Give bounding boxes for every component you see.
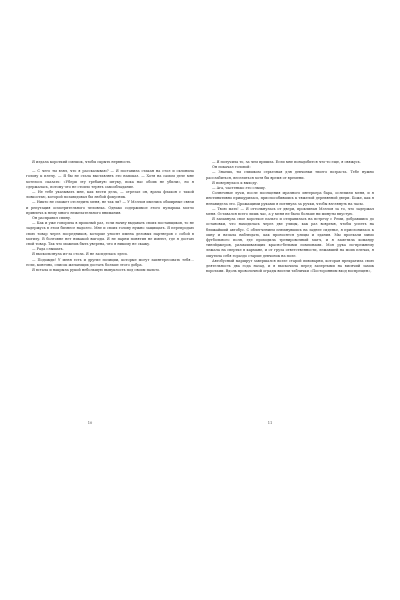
right-page-number: 11	[267, 421, 273, 425]
paragraph: — Не тебе указывать мне, как вести дела, — отрезал он, врача флакон с такой ловкостью, которой позавидовал бы любой фокусник.	[26, 190, 194, 200]
paragraph: Я запахнула свое короткое пальто и отправилась на встречу с Реми, добравшись до остановки, что находилась через две улицы, как раз вовремя, чтобы успеть на ближайший автобус. С облегчением плюхнувшись на заднее сиденье, я прислонилась к окну и начала наблюдать, как проносятся улицы и здания. Мы проехали мимо футбольного поля, где проходила тренировочный матч, и я заметила команду тинэйджеров, размахивающих красно-белыми помпонами. Моя рука по-прежнему лежала на свертке в кармане, и от груза ответственности, лежавшей на моих плечах, я ощутила себя гораздо старше девчонок на поле.	[206, 217, 374, 258]
paragraph: — Твою мать! — Я оттолкнулась от двери, проклиная Мэллоя за то, что задержал меня. Оставался всего лишь час, а у меня не было больше ни минуты впустую.	[206, 206, 374, 217]
right-page	[206, 160, 374, 460]
paragraph: — Подожди! У меня есть и другие позиции, которые могут заинтересовать тебя… если, конечно, список желающих достать больше этого добра.	[26, 257, 194, 267]
paragraph: — Как и уже говорила в прошлый раз, если начну выдавать своих поставщиков, то не задержусь в этом бизнесе надолго. Мне и своих голову нужно защищать. Я перепродаю свою товар через посредников, которые уносят имена деловых партнеров с собой в могилу. В болтовне нет никакой выгоды. Я не парни понятия не имеют, где я достаю свой товар. Так что можешь быть уверена, что я никому не скажу.	[26, 221, 194, 247]
paragraph: — Никто не сможет отследить меня, не так ли? — У Мэллоя имелись обширные связи и репутация осмотрительного человека. Однако содержимое этого пузырька могло привлечь к нему много нежелательного внимания.	[26, 200, 194, 215]
paragraph: Я повернулась к выходу.	[212, 180, 258, 185]
right-page-text	[206, 160, 374, 274]
paragraph: Солнечные лучи, после посещения мрачного интерьера бара, ослепили меня, и я инстинктивно прищурилась, приспособившись к тяжелой деревянной двери. Боже, как я ненавидела это. Дрожащими руками я потянула за ручки, чтобы взглянуть на часы.	[206, 191, 374, 206]
paragraph: Я встала и накрыла рукой небольшую выпуклость под своим пальто.	[32, 268, 161, 273]
paragraph: — Ага, частенько это слышу.	[212, 186, 266, 191]
paragraph: Автобусный маршрут завершался возле старой пивоварни, которая прекратила свою деятельность два года назад, и я выскочила перед запертыми на висячий замок воротами. Вдоль проволочной ограды висели таблички «Посторонним вход воспрещен»,	[206, 258, 374, 274]
left-page-text	[26, 160, 194, 273]
paragraph: Я издала короткий смешок, чтобы скрыть нервность.	[32, 160, 132, 164]
paragraph: — Я получила то, за чем пришла. Если мне понадобится что-то еще, я свяжусь.	[212, 160, 361, 164]
paragraph: Он покачал головой:	[212, 165, 251, 170]
paragraph: Я выскользнула из-за стола. Я не засиделась здесь.	[32, 252, 129, 257]
left-page-number: 10	[87, 421, 93, 425]
paragraph: — С чего ты взял, что я рассказываю? — Я поставила стакан на стол и склонила голову к плечу. — Я бы не стала выставлять это напоказ. — Хотя на самом деле мне хотелось сказать: «Убери эту гребаную штуку, пока нас обоих не убили», но я сдержалась, потому что не стоило терять самообладание.	[26, 169, 194, 189]
left-page	[26, 160, 194, 460]
paragraph: — Рада слышать.	[32, 247, 64, 252]
paragraph: Он расправил спину.	[32, 216, 72, 221]
paragraph: — Знаешь, ты слишком серьезная для девчонки твоего возраста. Тебе нужно расслабиться, веселиться хотя бы время от времени.	[206, 170, 374, 180]
